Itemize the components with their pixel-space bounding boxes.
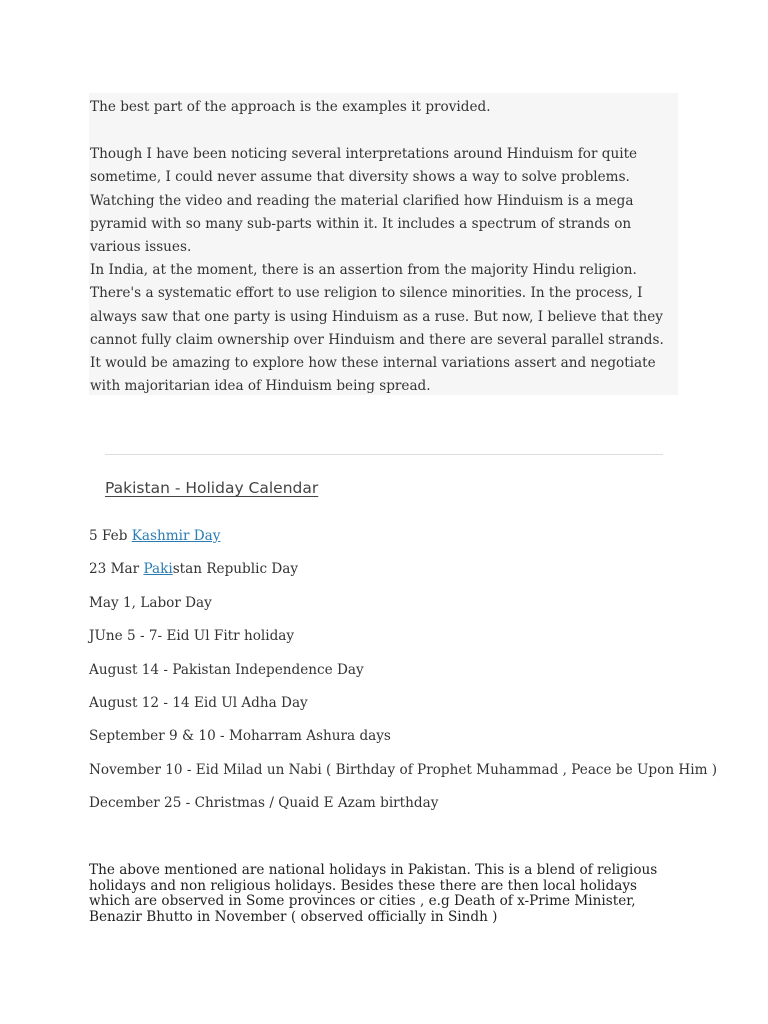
holiday-item (89, 559, 709, 592)
holiday-item (89, 526, 709, 559)
kashmir-day-link[interactable]: Kashmir Day (131, 528, 221, 544)
comment-paragraph: The best part of the approach is the examples it provided. (90, 99, 491, 115)
section-title[interactable]: Pakistan - Holiday Calendar (105, 479, 319, 497)
holiday-item: September 9 & 10 - Moharram Ashura days (89, 728, 391, 745)
comment-quote-box (89, 93, 678, 395)
holiday-list (89, 526, 718, 827)
holiday-item: November 10 - Eid Milad un Nabi ( Birthday of Prophet Muhammad , Peace be Upon Him ) (89, 761, 718, 778)
holiday-item: August 14 - Pakistan Independence Day (89, 661, 364, 678)
comment-paragraph: In India, at the moment, there is an assertion from the majority Hindu religion. There's a systematic effort to use religion to silence minorities. In the process, I always saw that one party is using Hinduism as a ruse. But now, I believe that they cannot fully claim ownership over Hinduism and there are several parallel strands. It would be amazing to explore how these internal variations assert and negotiate with majoritarian idea of Hinduism being spread. (90, 262, 664, 395)
holiday-item: May 1, Labor Day (89, 594, 212, 611)
comment-paragraph: Though I have been noticing several interpretations around Hinduism for quite sometime, I could never assume that diversity shows a way to solve problems. Watching the video and reading the material clarified how Hinduism is a mega pyramid with so many sub-parts within it. It includes a spectrum of strands on various issues. (90, 146, 638, 256)
holiday-date: 5 Feb (89, 528, 132, 544)
holiday-date: 23 Mar (89, 561, 144, 578)
pakistan-link[interactable]: Paki (143, 561, 173, 578)
holiday-suffix: stan Republic Day (172, 561, 299, 578)
holiday-item: December 25 - Christmas / Quaid E Azam birthday (89, 795, 439, 812)
holidays-note: The above mentioned are national holidays in Pakistan. This is a blend of religious holidays and non religious holidays. Besides these there are then local holidays which are observed in Some provinces or cities , e.g Death of x-Prime Minister, Benazir Bhutto in November ( observed officially in Sindh ) (89, 862, 658, 925)
section-divider (105, 454, 663, 455)
holiday-item: August 12 - 14 Eid Ul Adha Day (89, 694, 308, 711)
holiday-item: JUne 5 - 7- Eid Ul Fitr holiday (89, 628, 295, 645)
